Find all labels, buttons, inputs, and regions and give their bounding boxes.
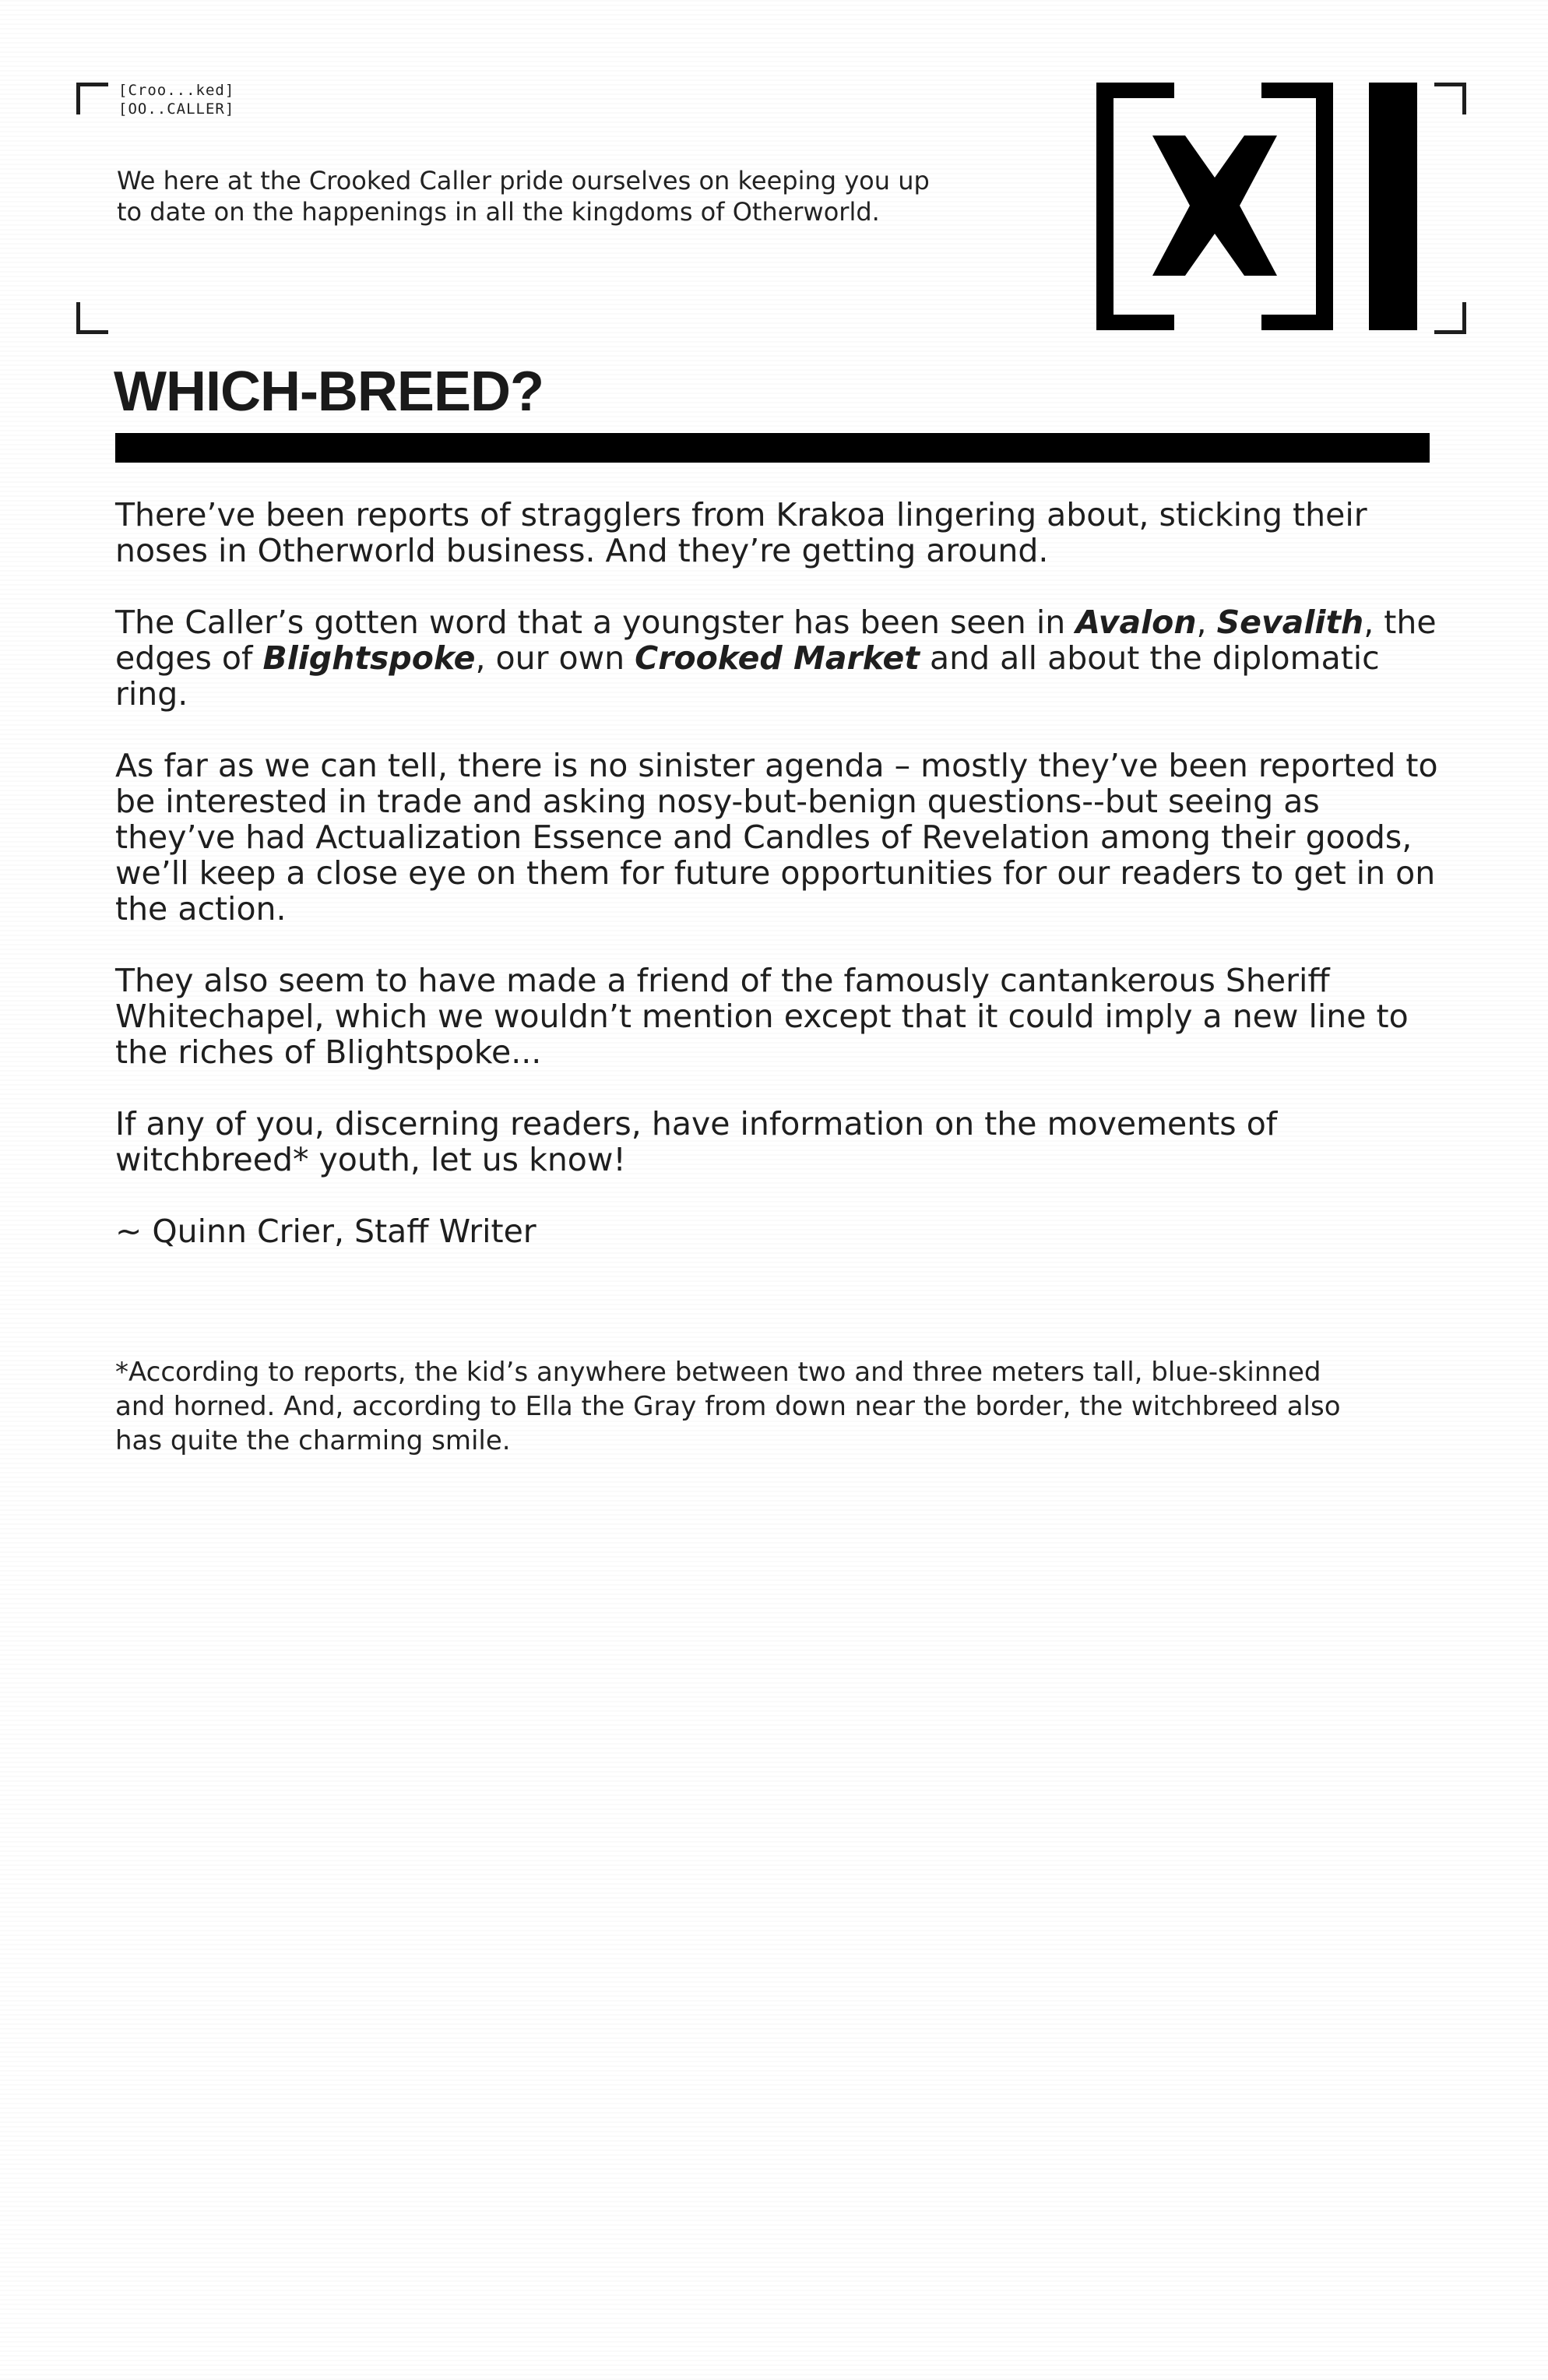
headline-rule	[115, 433, 1430, 463]
masthead-tag-line-1: [Croo...ked]	[118, 82, 235, 99]
place-blightspoke: Blightspoke	[262, 639, 476, 677]
paragraph-1: There’ve been reports of stragglers from Krakoa lingering about, sticking their noses in Otherworld business. And they’re getting around.	[115, 496, 1367, 569]
paragraph-2-text-a: The Caller’s gotten word that a youngster has been seen in	[115, 604, 1076, 641]
masthead-tag-line-2: [OO..CALLER]	[118, 100, 235, 118]
paragraph-2-text-e: and all about the diplomatic ring.	[115, 639, 1380, 713]
frame-corner-top-right	[1434, 83, 1466, 114]
masthead-tag	[118, 81, 234, 118]
paragraph-4: They also seem to have made a friend of the famously cantankerous Sheriff Whitechapel, which we wouldn’t mention except that it could imply a new line to the riches of Blightspoke...	[115, 962, 1409, 1071]
frame-corner-bottom-left	[76, 302, 108, 334]
x-bracket-logo-icon	[1096, 83, 1417, 330]
headline: WHICH-BREED?	[114, 361, 544, 423]
paragraph-2	[115, 604, 1439, 712]
place-avalon: Avalon	[1075, 604, 1197, 641]
frame-corner-top-left	[76, 83, 108, 114]
paragraph-2-text-b: ,	[1196, 604, 1217, 641]
intro-blurb: We here at the Crooked Caller pride ourselves on keeping you up to date on the happenings in all the kingdoms of Otherworld.	[117, 166, 930, 227]
place-crooked-market: Crooked Market	[635, 639, 920, 677]
footnote: *According to reports, the kid’s anywhere between two and three meters tall, blue-skinned and horned. And, according to Ella the Gray from down near the border, the witchbreed also has quite the charming smile.	[115, 1357, 1341, 1456]
frame-corner-bottom-right	[1434, 302, 1466, 334]
article-body	[115, 497, 1439, 1285]
paragraph-3: As far as we can tell, there is no sinister agenda – mostly they’ve been reported to be interested in trade and asking nosy-but-benign questions--but seeing as they’ve had Actualization Essence and Candles of Revelation among their goods, we’ll keep a close eye on them for future opportunities for our readers to get in on the action.	[115, 747, 1438, 928]
paragraph-2-text-c: , the edges of	[115, 604, 1437, 677]
place-sevalith: Sevalith	[1216, 604, 1364, 641]
signature: ~ Quinn Crier, Staff Writer	[115, 1213, 537, 1250]
paragraph-5: If any of you, discerning readers, have information on the movements of witchbreed* youth, let us know!	[115, 1105, 1278, 1178]
paragraph-2-text-d: , our own	[475, 639, 635, 677]
